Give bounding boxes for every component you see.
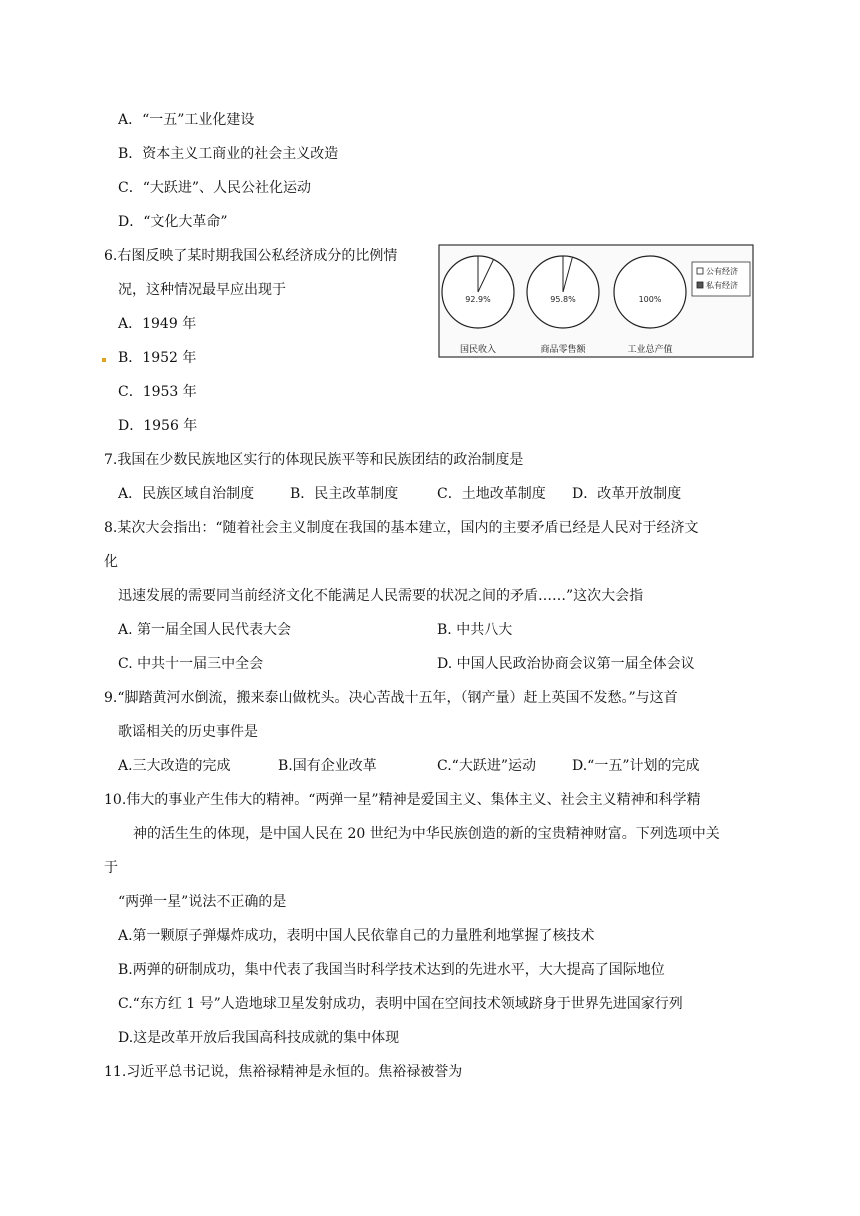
q7-stem: 7.我国在少数民族地区实行的体现民族平等和民族团结的政治制度是	[104, 452, 524, 468]
q6-stem-line2: 况，这种情况最早应出现于	[118, 282, 286, 298]
q8-option-a: A. 第一届全国人民代表大会	[118, 622, 292, 638]
pie-chart-figure	[438, 244, 754, 358]
q10-option-a: A.第一颗原子弹爆炸成功，表明中国人民依靠自己的力量胜利地掌握了核技术	[118, 928, 595, 944]
pie-3-caption: 工业总产值	[627, 345, 673, 355]
q10-stem-line1: 10.伟大的事业产生伟大的精神。“两弹一星”精神是爱国主义、集体主义、社会主义精神和科学精	[104, 792, 701, 808]
q8-option-c: C. 中共十一届三中全会	[118, 656, 264, 672]
q6-option-a: A．1949 年	[118, 316, 197, 332]
legend-label-public: 公有经济	[706, 267, 738, 276]
q10-option-b: B.两弹的研制成功，集中代表了我国当时科学技术达到的先进水平，大大提高了国际地位	[118, 962, 665, 978]
q7-option-d: D．改革开放制度	[572, 486, 682, 502]
legend-label-private: 私有经济	[706, 281, 738, 290]
q6-option-b: B．1952 年	[118, 350, 197, 366]
pie-2-value-label: 95.8%	[550, 295, 576, 304]
q9-option-b: B.国有企业改革	[278, 758, 377, 774]
legend-swatch-public	[697, 268, 703, 274]
q8-option-d: D. 中国人民政治协商会议第一届全体会议	[437, 656, 695, 672]
q9-option-c: C.“大跃进”运动	[437, 758, 536, 774]
q5-option-a: A．“一五”工业化建设	[118, 112, 255, 128]
q9-stem-line1: 9.“脚踏黄河水倒流，搬来泰山做枕头。决心苦战十五年，（钢产量）赶上英国不发愁。”与这首	[104, 690, 678, 706]
q10-stem-line3: 于	[104, 860, 118, 876]
q9-stem-line2: 歌谣相关的历史事件是	[118, 724, 258, 740]
pie-3-public-slice	[614, 256, 686, 328]
q5-option-c: C．“大跃进”、人民公社化运动	[118, 180, 312, 196]
highlight-mark	[102, 358, 106, 362]
legend-swatch-private	[697, 282, 703, 288]
q9-option-d: D.“一五”计划的完成	[572, 758, 700, 774]
q11-stem: 11.习近平总书记说，焦裕禄精神是永恒的。焦裕禄被誉为	[104, 1064, 463, 1080]
q5-option-b: B．资本主义工商业的社会主义改造	[118, 146, 339, 162]
q10-stem-line4: “两弹一星”说法不正确的是	[118, 894, 287, 910]
q5-option-d: D．“文化大革命”	[118, 214, 228, 230]
pie-2-caption: 商品零售额	[540, 345, 586, 355]
q6-option-c: C．1953 年	[118, 384, 197, 400]
q10-option-c: C.“东方红 1 号”人造地球卫星发射成功，表明中国在空间技术领域跻身于世界先进国家行列	[118, 996, 683, 1012]
q8-stem-line2: 化	[104, 554, 118, 570]
q8-option-b: B. 中共八大	[437, 622, 513, 638]
q10-option-d: D.这是改革开放后我国高科技成就的集中体现	[118, 1030, 400, 1046]
q8-stem-line1: 8.某次大会指出：“随着社会主义制度在我国的基本建立，国内的主要矛盾已经是人民对于经济文	[104, 520, 699, 536]
q8-stem-line3: 迅速发展的需要同当前经济文化不能满足人民需要的状况之间的矛盾……”这次大会指	[118, 588, 644, 604]
q6-stem-line1: 6.右图反映了某时期我国公私经济成分的比例情	[104, 248, 398, 264]
pie-1-caption: 国民收入	[459, 345, 497, 355]
pie-1-value-label: 92.9%	[465, 295, 491, 304]
pie-3-value-label: 100%	[638, 295, 662, 304]
q7-option-a: A．民族区域自治制度	[118, 486, 255, 502]
q6-option-d: D．1956 年	[118, 418, 198, 434]
q10-stem-line2: 神的活生生的体现，是中国人民在 20 世纪为中华民族创造的新的宝贵精神财富。下列选项中关	[133, 826, 720, 842]
chart-legend	[692, 262, 750, 296]
q7-option-b: B．民主改革制度	[290, 486, 399, 502]
q7-option-c: C．土地改革制度	[437, 486, 546, 502]
q9-option-a: A.三大改造的完成	[118, 758, 231, 774]
